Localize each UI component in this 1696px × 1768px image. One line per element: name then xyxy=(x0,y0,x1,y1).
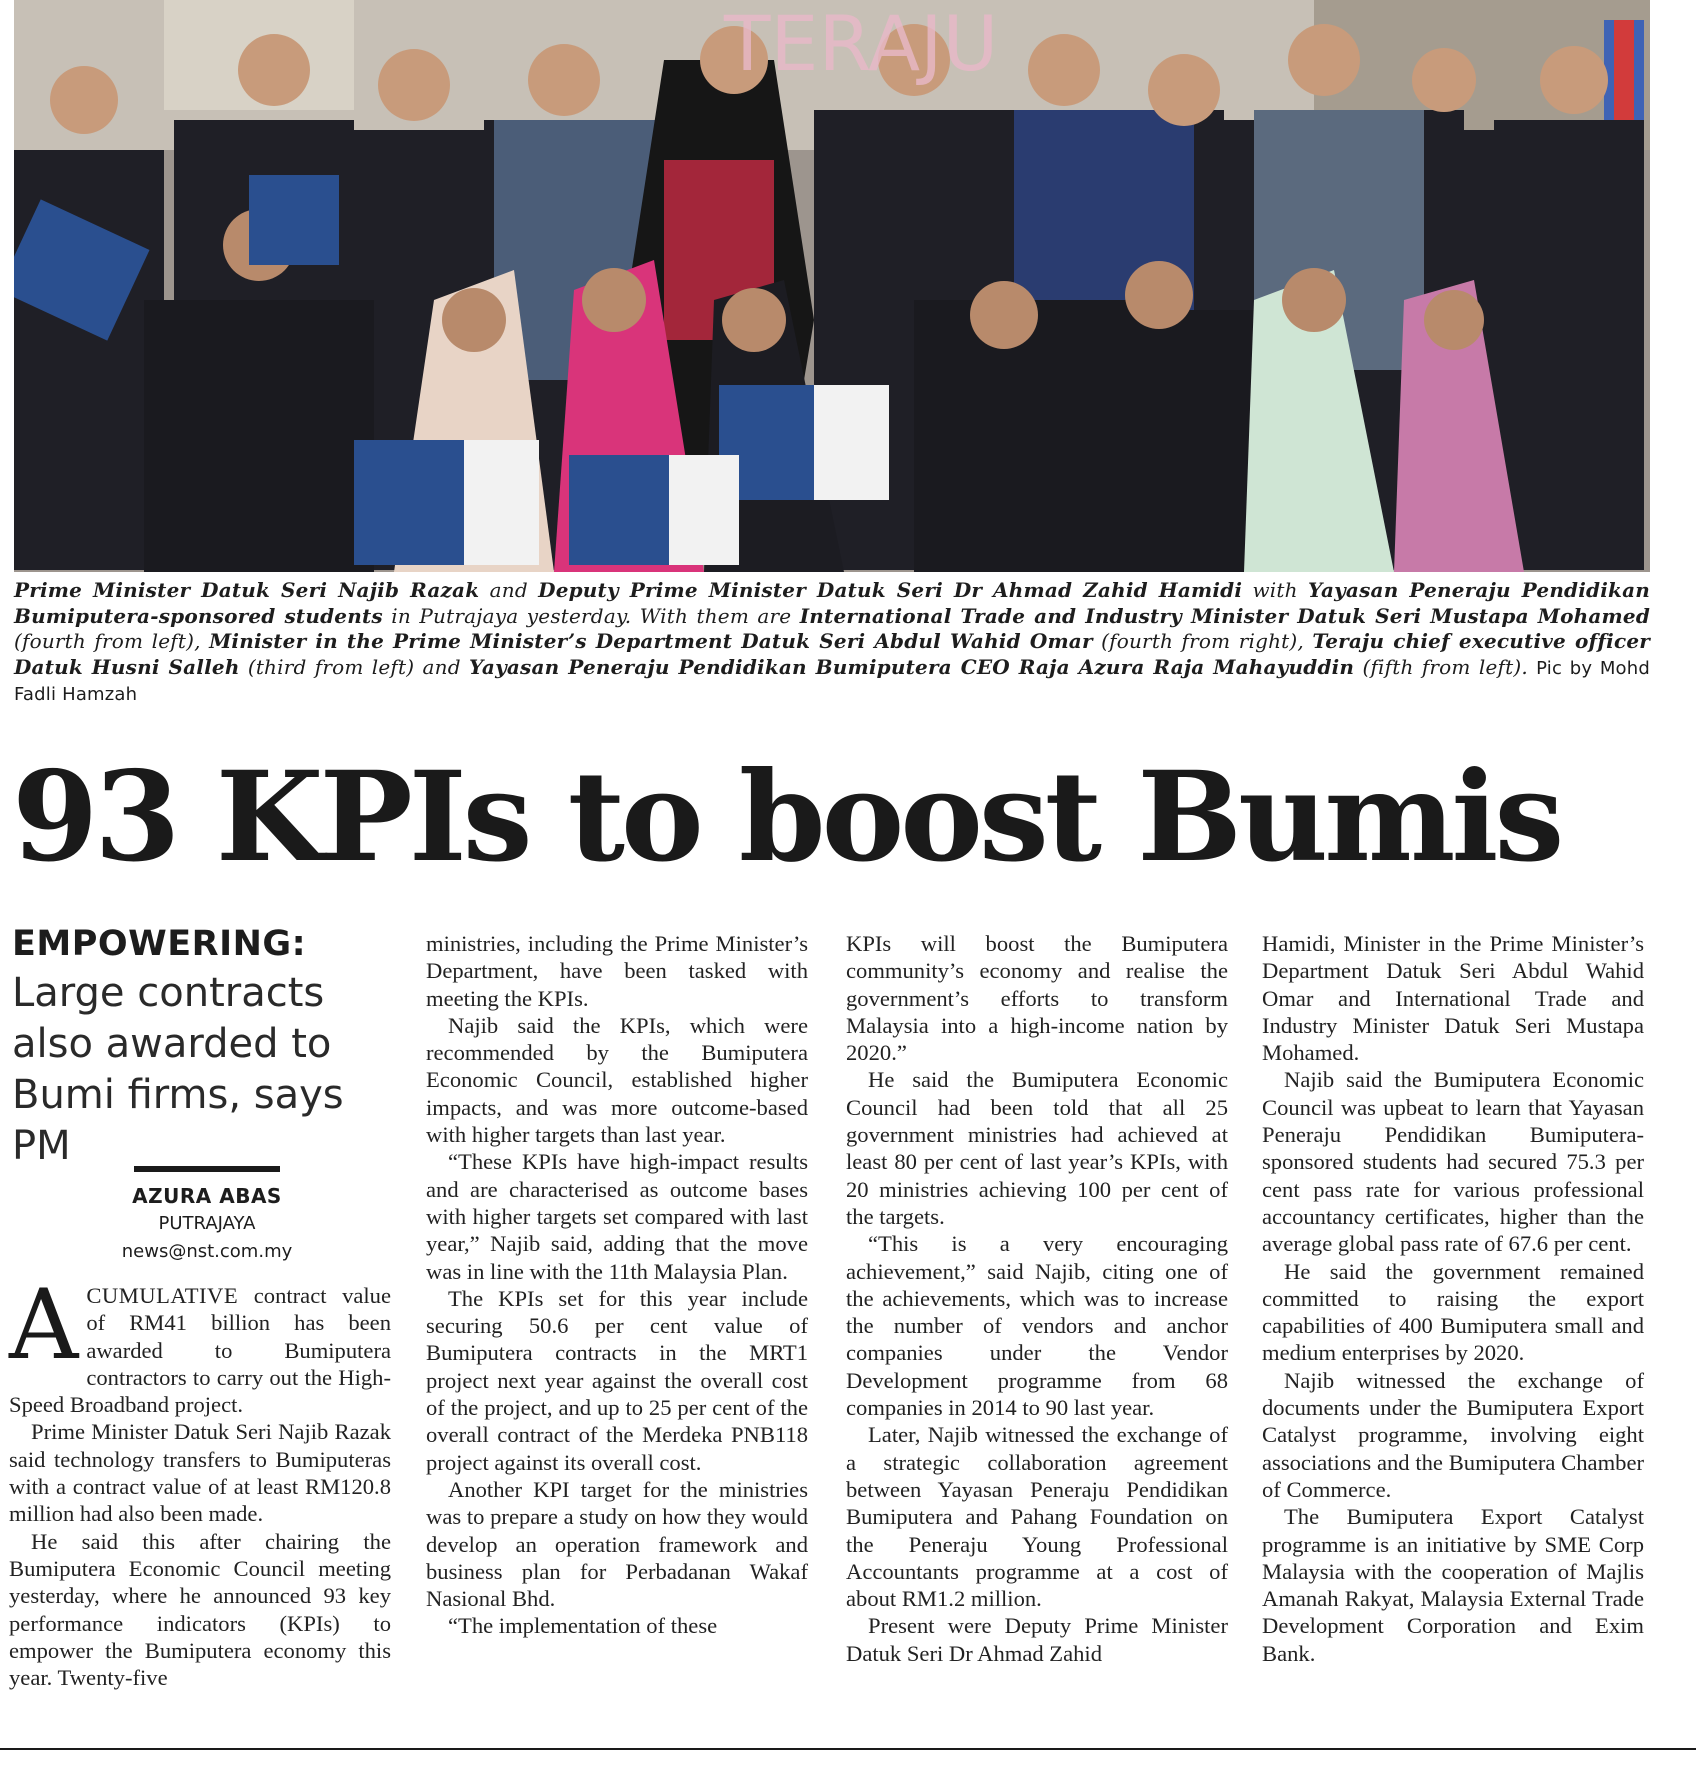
page-bottom-rule xyxy=(0,1748,1696,1750)
paragraph: Later, Najib witnessed the exchange of a strategic collaboration agreement between Yayasan Peneraju Pendidikan Bumiputera and Pahang Foundation on the Peneraju Young Professional Accountants programme at a cost of about RM1.2 million. xyxy=(846,1422,1228,1612)
paragraph: Hamidi, Minister in the Prime Minister’s Department Datuk Seri Abdul Wahid Omar and International Trade and Industry Minister Datuk Seri Mustapa Mohamed. xyxy=(1262,931,1644,1066)
photo-caption xyxy=(14,578,1650,708)
caption-person-raja-azura: Yayasan Peneraju Pendidikan Bumiputera CEO Raja Azura Raja Mahayuddin xyxy=(468,654,1355,679)
caption-text: and xyxy=(479,578,539,602)
paragraph: Najib said the Bumiputera Economic Council was upbeat to learn that Yayasan Peneraju Pendidikan Bumiputera-sponsored students had secured 75.3 per cent pass rate for various professional accountancy certificates, higher than the average global pass rate of 67.6 per cent. xyxy=(1262,1067,1644,1257)
article-column-1 xyxy=(9,1269,391,1691)
kicker: EMPOWERING: xyxy=(12,924,307,964)
byline-author: AZURA ABAS xyxy=(132,1184,282,1208)
paragraph: “This is a very encouraging achievement,” said Najib, citing one of the achievements, which was to increase the number of vendors and anchor companies under the Vendor Development programme from 68 companies in 2014 to 90 last year. xyxy=(846,1231,1228,1421)
caption-text: with xyxy=(1242,578,1309,602)
caption-person-zahid: Deputy Prime Minister Datuk Seri Dr Ahmad Zahid Hamidi xyxy=(538,578,1243,602)
lead-text: contract value of RM41 billion has been awarded to Bumiputera contractors to carry out the High-Speed Broadband project. xyxy=(9,1283,391,1418)
lead-paragraph xyxy=(9,1269,391,1418)
paragraph: “These KPIs have high-impact results and are characterised as outcome bases with higher targets set compared with last year,” Najib said, adding that the move was in line with the 11th Malaysia Plan. xyxy=(426,1149,808,1284)
photo-credit: Pic by Mohd Fadli Hamzah xyxy=(14,657,1650,705)
article-column-2 xyxy=(426,930,808,1640)
caption-text: (third from left) and xyxy=(239,654,469,679)
deck: Large contracts also awarded to Bumi firms, says PM xyxy=(12,970,344,1169)
svg-text:TERAJU: TERAJU xyxy=(724,0,999,88)
paragraph: Another KPI target for the ministries was to prepare a study on how they would develop an operation framework and business plan for Perbadanan Wakaf Nasional Bhd. xyxy=(426,1476,808,1612)
group-photo-illustration xyxy=(14,0,1650,572)
headline: 93 KPIs to boost Bumis xyxy=(12,745,1561,890)
byline xyxy=(100,1166,314,1266)
story-summary xyxy=(12,920,394,1172)
byline-rule xyxy=(134,1166,280,1172)
paragraph: Najib said the KPIs, which were recommended by the Bumiputera Economic Council, established higher impacts, and was more outcome-based with higher targets than last year. xyxy=(426,1012,808,1148)
group-photo xyxy=(14,0,1650,572)
paragraph: ministries, including the Prime Minister’s Department, have been tasked with meeting the KPIs. xyxy=(426,931,808,1011)
paragraph: He said the Bumiputera Economic Council had been told that all 25 government ministries had achieved at least 80 per cent of last year’s KPIs, with 20 ministries achieving 100 per cent of the targets. xyxy=(846,1067,1228,1229)
lead-caps: CUMULATIVE xyxy=(86,1283,239,1308)
caption-person-mustapa: International Trade and Industry Minister Datuk Seri Mustapa Mohamed xyxy=(799,603,1651,628)
article-column-4 xyxy=(1262,930,1644,1667)
paragraph: The Bumiputera Export Catalyst programme is an initiative by SME Corp Malaysia with the cooperation of Majlis Amanah Rakyat, Malaysia External Trade Development Corporation and Exim Bank. xyxy=(1262,1504,1644,1666)
paragraph: Present were Deputy Prime Minister Datuk Seri Dr Ahmad Zahid xyxy=(846,1613,1228,1666)
byline-dateline: PUTRAJAYA xyxy=(158,1213,256,1234)
caption-person-husni: Teraju chief executive officer Datuk Husni Salleh xyxy=(14,629,1650,679)
byline-email: news@nst.com.my xyxy=(121,1241,293,1262)
paragraph: Najib witnessed the exchange of documents under the Bumiputera Export Catalyst programme, involving eight associations and the Bumiputera Chamber of Commerce. xyxy=(1262,1367,1644,1502)
caption-text: (fifth from left). xyxy=(1354,654,1537,679)
paragraph: The KPIs set for this year include securing 50.6 per cent value of Bumiputera contracts in the MRT1 project next year against the overall cost of the project, and up to 25 per cent of the overall contract of the Merdeka PNB118 project against its overall cost. xyxy=(426,1285,808,1475)
caption-text: (fourth from left), xyxy=(14,629,210,653)
caption-text: (fourth from right), xyxy=(1092,629,1313,653)
drop-cap: A xyxy=(9,1269,79,1381)
caption-text: in Putrajaya yesterday. With them are xyxy=(382,603,800,628)
article-column-3 xyxy=(846,930,1228,1667)
caption-students: Yayasan Peneraju Pendidikan Bumiputera-sponsored students xyxy=(14,578,1650,628)
caption-person-najib: Prime Minister Datuk Seri Najib Razak xyxy=(14,578,480,602)
caption-person-wahid: Minister in the Prime Minister’s Department Datuk Seri Abdul Wahid Omar xyxy=(209,629,1093,653)
paragraph: KPIs will boost the Bumiputera community’s economy and realise the government’s efforts to transform Malaysia into a high-income nation by 2020.” xyxy=(846,931,1228,1066)
paragraph: “The implementation of these xyxy=(448,1613,718,1639)
paragraph: He said this after chairing the Bumiputera Economic Council meeting yesterday, where he announced 93 key performance indicators (KPIs) to empower the Bumiputera economy this year. Twenty-five xyxy=(9,1528,391,1691)
paragraph: Prime Minister Datuk Seri Najib Razak said technology transfers to Bumiputeras with a contract value of at least RM120.8 million had also been made. xyxy=(9,1419,391,1527)
paragraph: He said the government remained committed to raising the export capabilities of 400 Bumiputera small and medium enterprises by 2020. xyxy=(1262,1258,1644,1366)
